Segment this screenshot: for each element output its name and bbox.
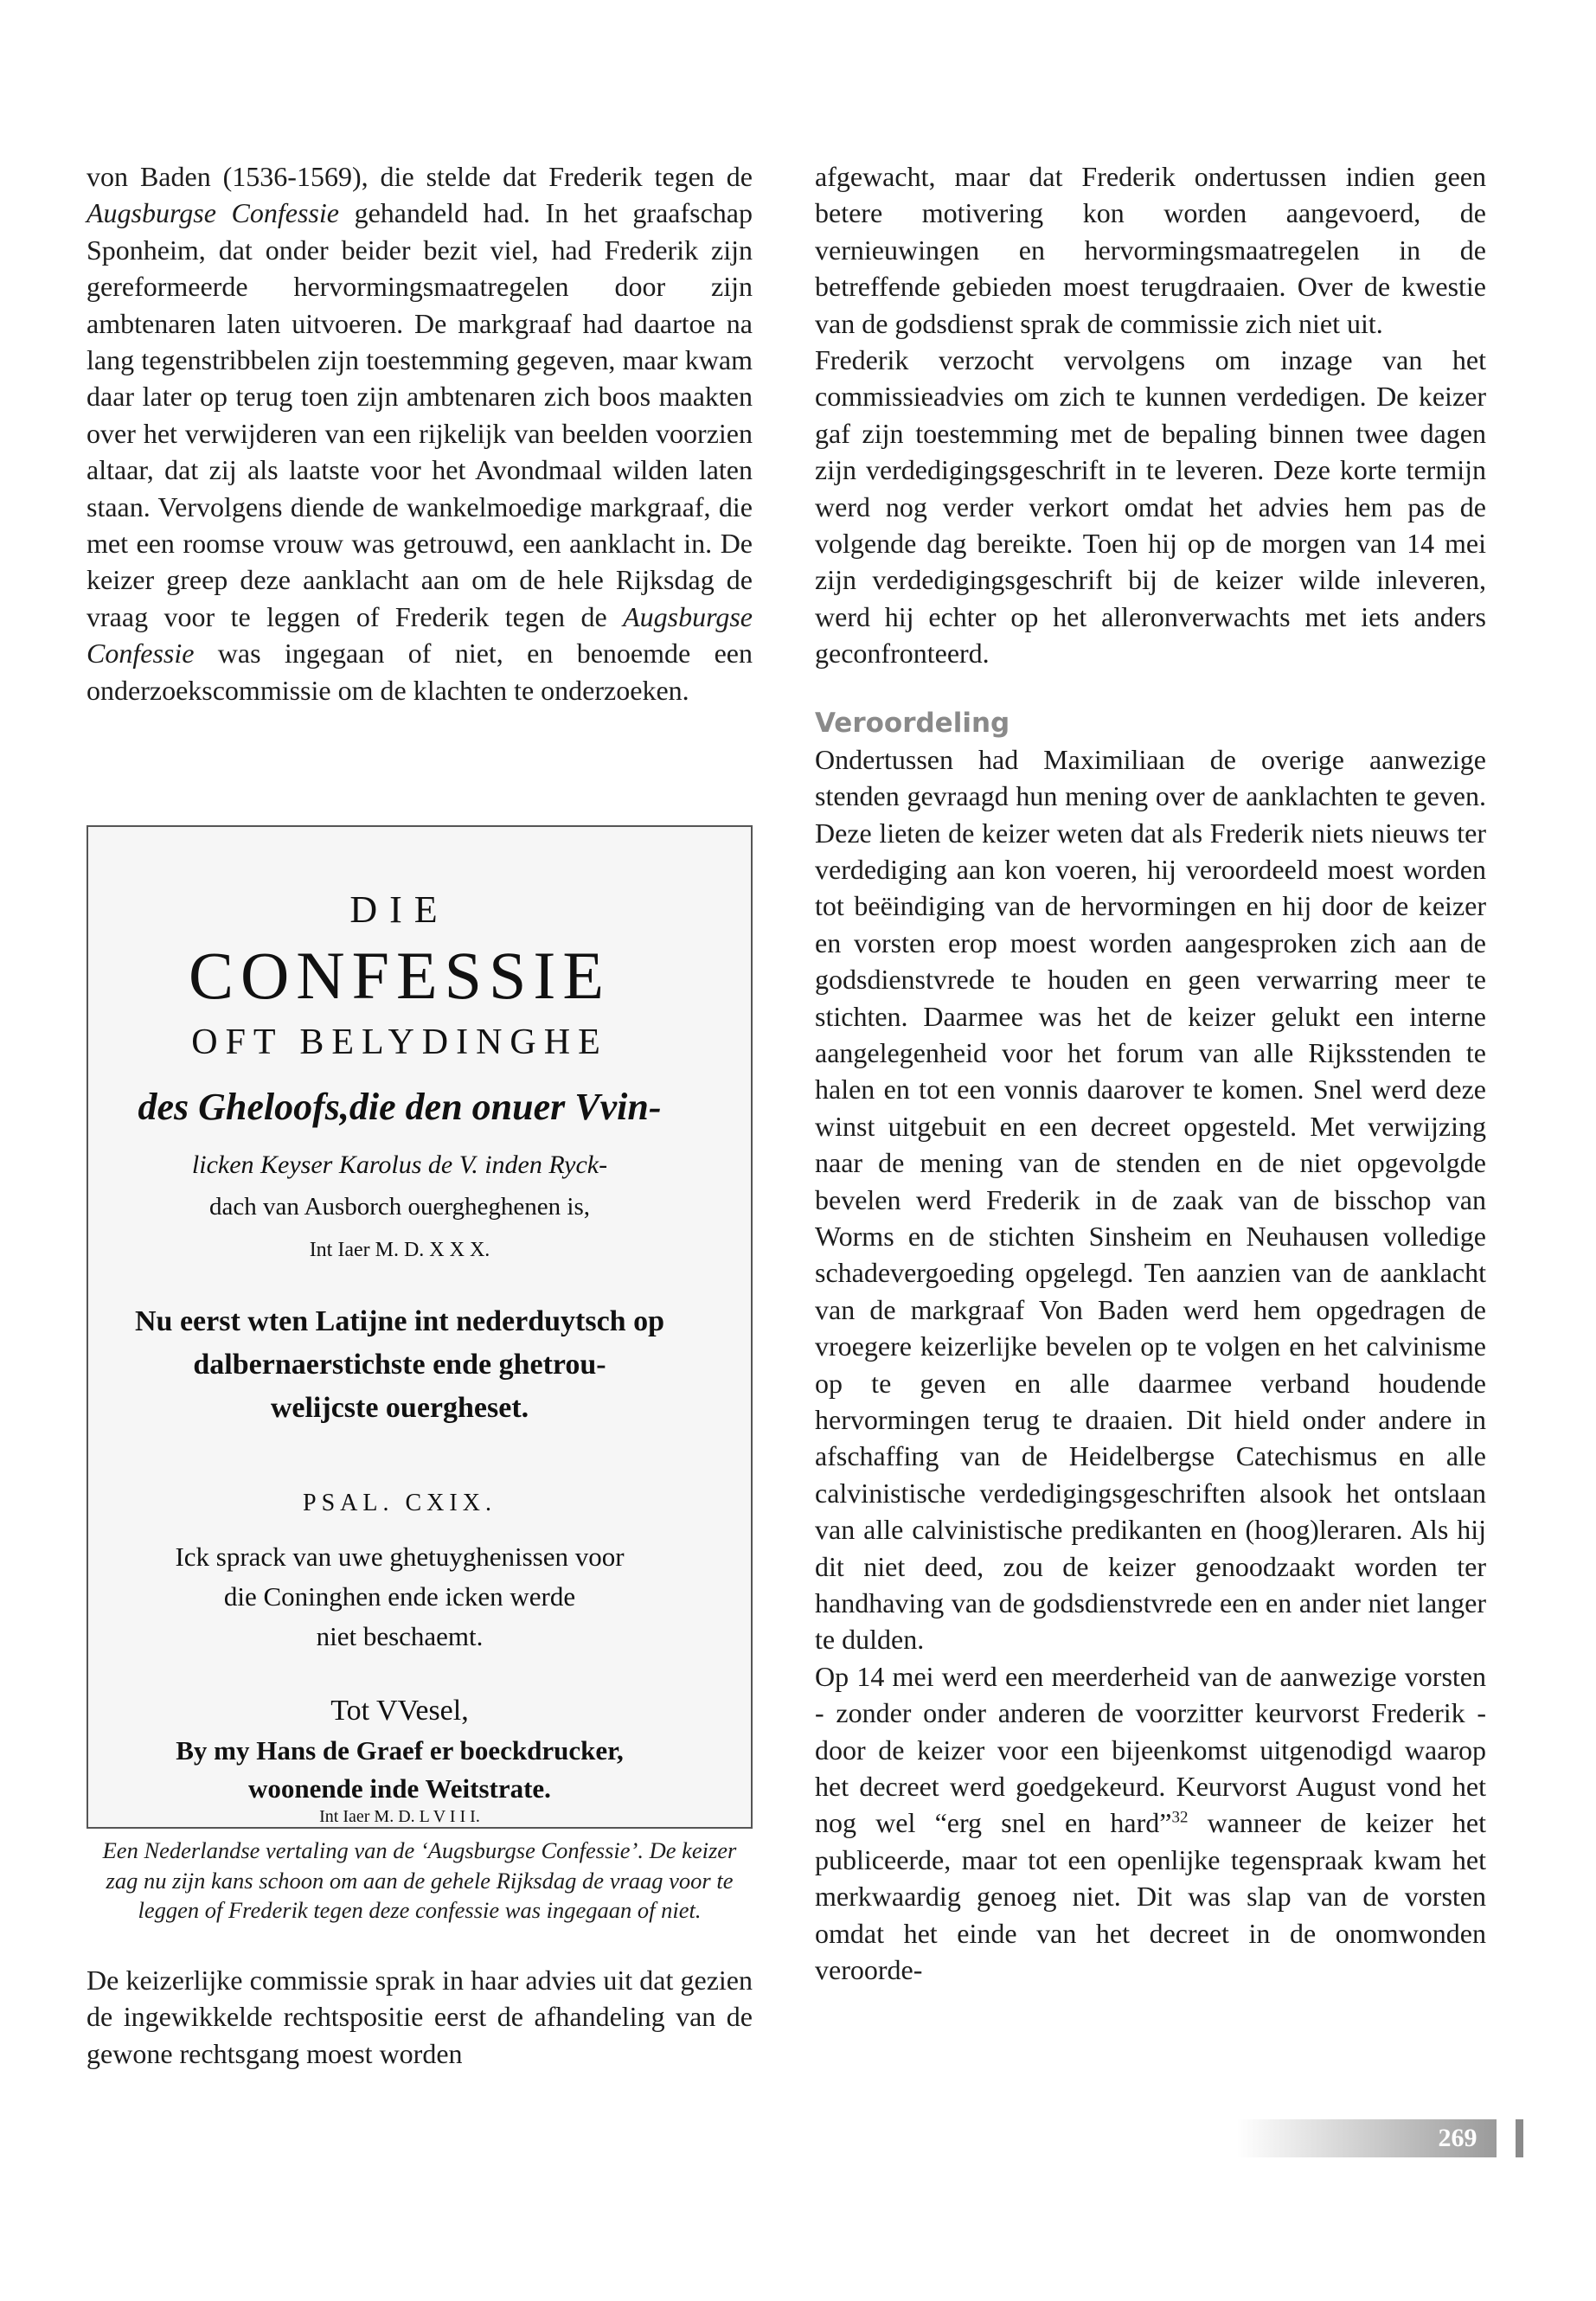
left-paragraph-2: De keizerlijke commissie sprak in haar advies uit dat gezien de ingewikkelde rechtspositie eerst de afhandeling van de gewone rechtsgang moest worden bbox=[87, 1965, 753, 2069]
footer-tick bbox=[1516, 2119, 1523, 2157]
figure-line: woonende inde Weitstrate. bbox=[248, 1773, 551, 1804]
figure-line: dach van Ausborch ouergheghenen is, bbox=[209, 1193, 590, 1221]
figure-line: CONFESSIE bbox=[188, 938, 612, 1013]
figure-line: PSAL. CXIX. bbox=[303, 1490, 497, 1516]
left-column bbox=[87, 158, 753, 708]
left-column-bottom bbox=[87, 1962, 753, 2072]
figure-caption: Een Nederlandse vertaling van de ‘Augsburgse Confessie’. De keizer zag nu zijn kans schoon om aan de gehele Rijksdag de vraag voor te leggen of Frederik tegen deze confessie was ingegaan of niet. bbox=[102, 1837, 737, 1923]
right-paragraph-1: afgewacht, maar dat Frederik ondertussen indien geen betere motivering kon worden aangevoerd, de vernieuwingen en hervormingsmaatregelen in de betreffende gebieden moest terugdraaien. Over de kwestie van de godsdienst sprak de commissie zich niet uit. bbox=[815, 161, 1486, 339]
italic-title: Augsburgse Confessie bbox=[87, 197, 339, 229]
right-paragraph-4 bbox=[815, 1658, 1486, 1989]
footnote-marker: 32 bbox=[1171, 1808, 1189, 1827]
figure-line: Tot VVesel, bbox=[330, 1695, 469, 1727]
right-paragraph-3: Ondertussen had Maximiliaan de overige aanwezige stenden gevraagd hun mening over de aanklachten te geven. Deze lieten de keizer weten dat als Frederik niets nieuws ter verdediging aan kon voeren, hij veroordeeld moest worden tot beëindiging van de hervormingen en hij door de keizer en vorsten erop moest worden aangesproken zich aan de godsdienstvrede te houden en geen verwarring meer te stichten. Daarmee was het de keizer gelukt een interne aangelegenheid voor het forum van alle Rijksstenden te halen en tot een vonnis daarover te komen. Snel werd deze winst uitgebuit en een decreet opgesteld. Met verwijzing naar de mening van de stenden en de niet opgevolgde bevelen werd Frederik in de zaak van de bisschop van Worms en de stichten Sinsheim en Neuhausen volledige schadevergoeding opgelegd. Ten aanzien van de aanklacht van de markgraaf Von Baden werd hem opgedragen de vroegere keizerlijke bevelen op te volgen en het calvinisme op te geven en alle daarmee verband houdende hervormingen terug te draaien. Dit hield onder andere in afschaffing van de Heidelbergse Catechismus en alle calvinistische verdedigingsgeschriften alsook het ontslaan van alle calvinistische predikanten en (hoog)leraren. Als hij dit niet deed, zou de keizer genoodzaakt worden ter handhaving van de godsdienstvrede een en ander niet langer te dulden. bbox=[815, 743, 1486, 1656]
text-run: gehandeld had. In het graafschap Sponheim, dat onder beider bezit viel, had Frederik zijn gereformeerde hervormingsmaatregelen door zijn ambtenaren laten uitvoeren. De markgraaf had daartoe na lang tegenstribbelen zijn toestemming gegeven, maar kwam daar later op terug toen zijn ambtenaren zich boos maakten over het verwijderen van een rijkelijk van beelden voorzien altaar, dat zij als laatste voor het Avondmaal wilden laten staan. Vervolgens diende de wankelmoedige markgraaf, die met een roomse vrouw was getrouwd, een aanklacht in. De keizer greep deze aanklacht aan om de hele Rijksdag de vraag voor te leggen of Frederik tegen de bbox=[87, 197, 753, 632]
figure-line: Ick sprack van uwe ghetuyghenissen voor bbox=[175, 1541, 625, 1572]
text-run: wanneer de keizer het publiceerde, maar tot een openlijke tegenspraak kwam het merkwaardig genoeg niet. Dit was slap van de vorsten omdat het einde van het decreet in de onomwonden veroorde- bbox=[815, 1807, 1487, 1986]
text-run: was ingegaan of niet, en benoemde een onderzoekscommissie om de klachten te onderzoeken. bbox=[87, 638, 753, 706]
page-number: 269 bbox=[1438, 2124, 1477, 2152]
title-page-figure bbox=[87, 825, 753, 1829]
section-heading: Veroordeling bbox=[815, 707, 1010, 739]
figure-line: niet beschaemt. bbox=[316, 1621, 484, 1651]
left-paragraph-1 bbox=[87, 158, 753, 708]
figure-line: des Gheloofs,die den onuer Vvin- bbox=[138, 1086, 662, 1128]
figure-line: dalbernaerstichste ende ghetrou- bbox=[193, 1349, 606, 1381]
text-run: von Baden (1536-1569), die stelde dat Frederik tegen de bbox=[87, 161, 753, 192]
figure-line: By my Hans de Graef er boeckdrucker, bbox=[176, 1735, 624, 1766]
right-paragraph-2: Frederik verzocht vervolgens om inzage van het commissieadvies om zich te kunnen verdedigen. De keizer gaf zijn toestemming met de bepaling binnen twee dagen zijn verdedigingsgeschrift in te leveren. Deze korte termijn werd nog verder verkort omdat het advies hem pas de volgende dag bereikte. Toen hij op de morgen van 14 mei zijn verdedigingsgeschrift bij de keizer wilde inleveren, werd hij echter op het alleronverwachts met iets anders geconfronteerd. bbox=[815, 344, 1486, 670]
right-column bbox=[815, 158, 1486, 1989]
figure-line: die Coninghen ende icken werde bbox=[223, 1581, 576, 1612]
text-run: Op 14 mei werd een meerderheid van de aanwezige vorsten - zonder onder anderen de voorzitter keurvorst Frederik - door de keizer voor een bijeenkomst uitgenodigd waarop het decreet werd goedgekeurd. Keurvorst August vond het nog wel “erg snel en hard” bbox=[815, 1660, 1486, 1839]
figure-line: Nu eerst wten Latijne int nederduytsch op bbox=[135, 1305, 664, 1337]
figure-line: DIE bbox=[349, 888, 450, 931]
italic-title: Augsburgse Confessie bbox=[87, 600, 753, 670]
figure-line: Int Iaer M. D. L V I I I. bbox=[319, 1807, 480, 1826]
title-page-image bbox=[88, 827, 751, 1827]
figure-line: OFT BELYDINGHE bbox=[191, 1022, 608, 1062]
figure-line: welijcste ouergheset. bbox=[270, 1392, 529, 1424]
figure-line: licken Keyser Karolus de V. inden Ryck- bbox=[191, 1150, 608, 1179]
figure-line: Int Iaer M. D. X X X. bbox=[309, 1239, 490, 1261]
